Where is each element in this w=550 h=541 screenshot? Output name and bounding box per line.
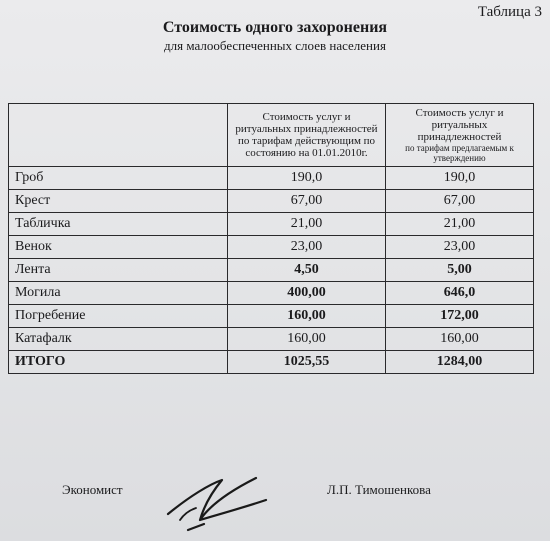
- current-value: 4,50: [228, 259, 386, 282]
- table-row: [9, 282, 534, 305]
- proposed-value: 21,00: [386, 213, 534, 236]
- current-value: 160,00: [228, 328, 386, 351]
- current-value: 160,00: [228, 305, 386, 328]
- total-proposed-value: 1284,00: [386, 351, 534, 374]
- table-row: [9, 213, 534, 236]
- table-row: [9, 328, 534, 351]
- total-label: ИТОГО: [9, 351, 228, 374]
- table-number: Таблица 3: [477, 4, 542, 20]
- header-current-tariff: Стоимость услуг и ритуальных принадлежностей по тарифам действующим по состоянию на 01.01.2010г.: [228, 104, 386, 167]
- current-value: 190,0: [228, 167, 386, 190]
- proposed-value: 160,00: [386, 328, 534, 351]
- current-value: 400,00: [228, 282, 386, 305]
- signer-name: Л.П. Тимошенкова: [327, 482, 431, 497]
- row-label: Гроб: [9, 167, 228, 190]
- row-label: Погребение: [9, 305, 228, 328]
- table-row: [9, 236, 534, 259]
- header-empty-cell: [9, 104, 228, 167]
- document-title: Стоимость одного захоронения: [162, 19, 388, 36]
- header-proposed-tariff: [386, 104, 534, 167]
- total-row: [9, 351, 534, 374]
- signer-position: Экономист: [62, 482, 123, 497]
- row-label: Крест: [9, 190, 228, 213]
- row-label: Могила: [9, 282, 228, 305]
- current-value: 23,00: [228, 236, 386, 259]
- proposed-value: 172,00: [386, 305, 534, 328]
- proposed-value: 5,00: [386, 259, 534, 282]
- row-label: Табличка: [9, 213, 228, 236]
- cost-table: [8, 103, 534, 374]
- row-label: Катафалк: [9, 328, 228, 351]
- table-row: [9, 259, 534, 282]
- handwritten-signature: [160, 474, 280, 536]
- header-proposed-note: по тарифам предлагаемым к утверждению: [405, 143, 514, 163]
- table-row: [9, 305, 534, 328]
- current-value: 67,00: [228, 190, 386, 213]
- row-label: Венок: [9, 236, 228, 259]
- proposed-value: 23,00: [386, 236, 534, 259]
- row-label: Лента: [9, 259, 228, 282]
- table-header-row: [9, 104, 534, 167]
- document-subtitle: для малообеспеченных слоев населения: [164, 38, 386, 53]
- current-value: 21,00: [228, 213, 386, 236]
- total-current-value: 1025,55: [228, 351, 386, 374]
- proposed-value: 646,0: [386, 282, 534, 305]
- table-row: [9, 190, 534, 213]
- table-row: [9, 167, 534, 190]
- proposed-value: 67,00: [386, 190, 534, 213]
- proposed-value: 190,0: [386, 167, 534, 190]
- header-proposed-main: Стоимость услуг и ритуальных принадлежностей: [415, 107, 504, 143]
